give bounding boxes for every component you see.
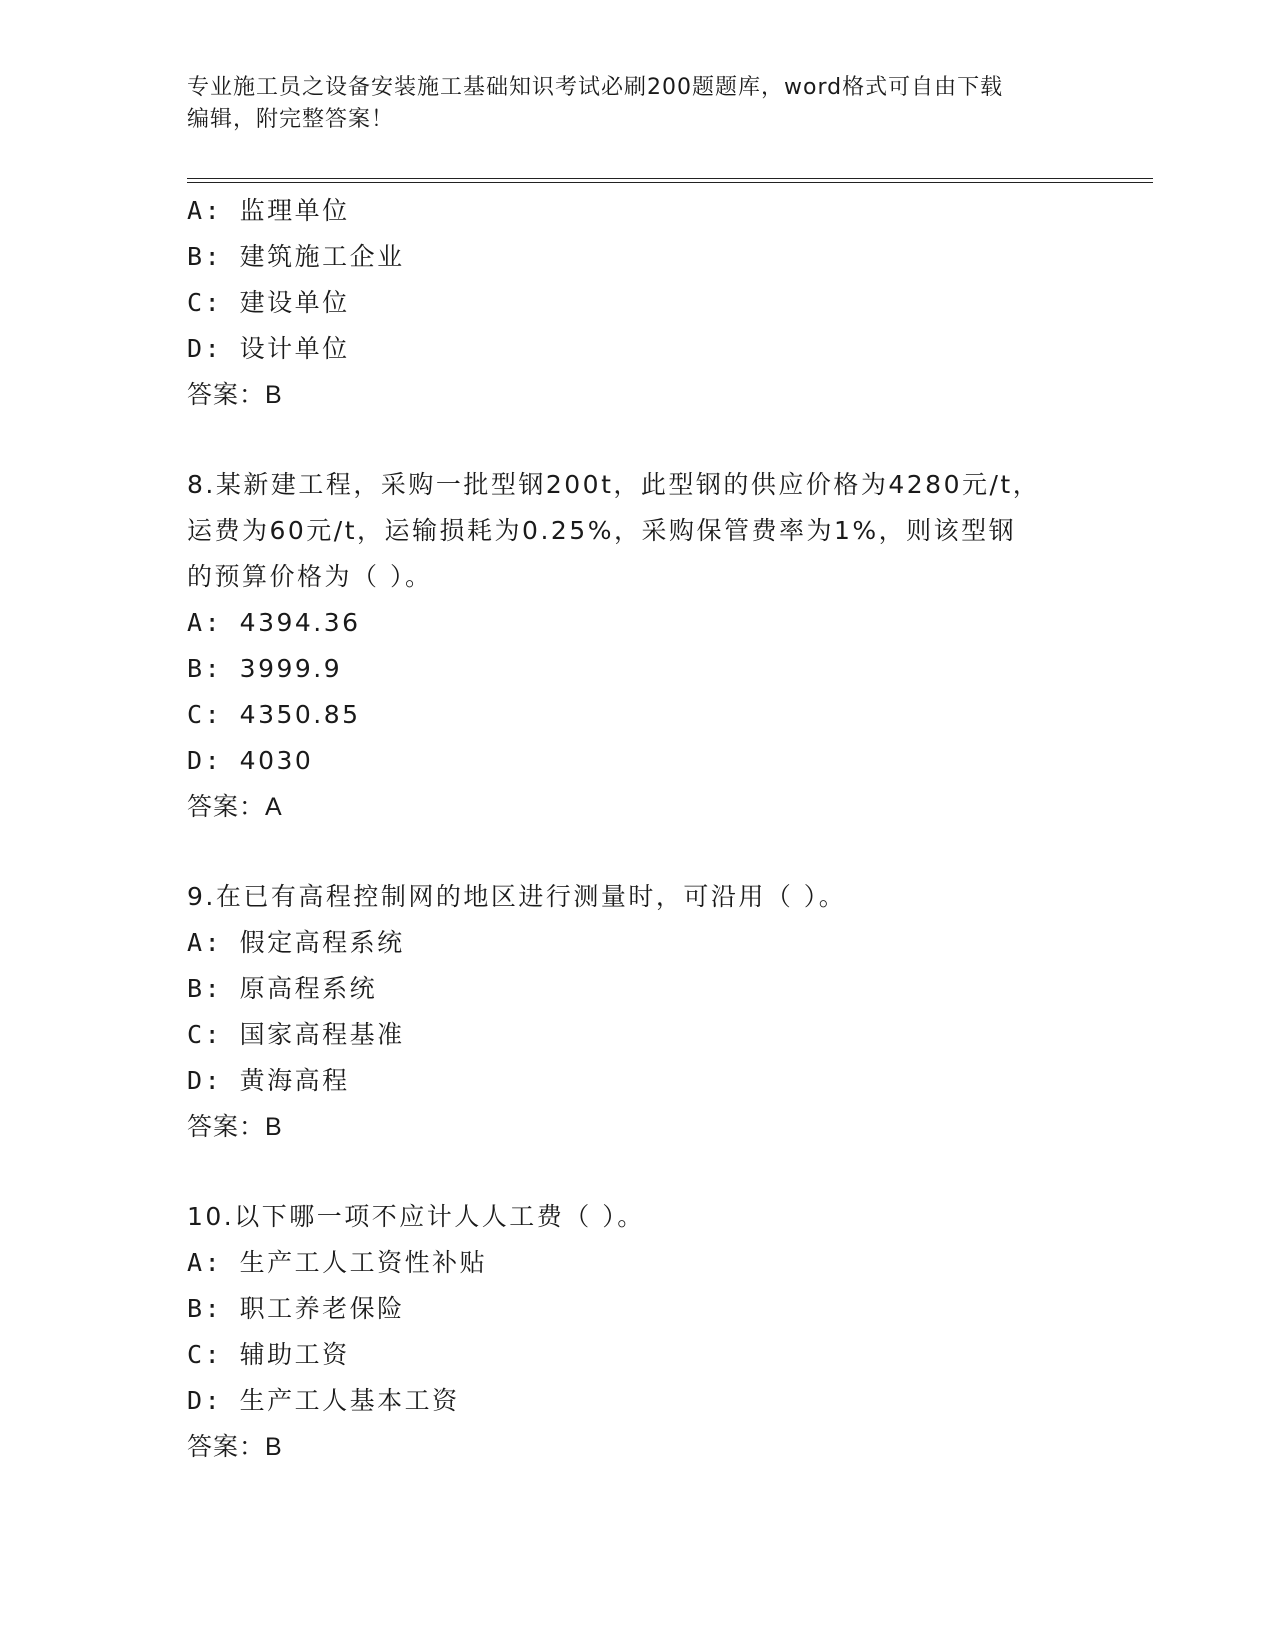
option-text: 建设单位 <box>239 288 350 317</box>
option-letter: C <box>187 288 205 317</box>
option-a: A: 生产工人工资性补贴 <box>187 1248 488 1277</box>
question-stem-line: 运费为60元/t，运输损耗为0.25%，采购保管费率为1%，则该型钢 <box>187 516 1017 545</box>
option-text: 4030 <box>239 746 314 775</box>
answer-value: A <box>265 793 283 821</box>
option-letter: B <box>187 974 205 1003</box>
option-c: C: 4350.85 <box>187 700 361 729</box>
option-text: 生产工人基本工资 <box>239 1386 460 1415</box>
option-letter: D <box>187 334 205 363</box>
option-text: 辅助工资 <box>239 1340 350 1369</box>
option-letter: C <box>187 1340 205 1369</box>
option-c: C: 建设单位 <box>187 288 350 317</box>
answer-line <box>187 784 1087 830</box>
option-letter: C <box>187 700 205 729</box>
option-b: B: 职工养老保险 <box>187 1294 405 1323</box>
option-b: B: 原高程系统 <box>187 974 378 1003</box>
option-letter: A <box>187 1248 205 1277</box>
option-text: 设计单位 <box>239 334 350 363</box>
answer-label: 答案： <box>187 793 266 821</box>
option-text: 3999.9 <box>239 654 343 683</box>
header-divider-bottom <box>187 182 1153 183</box>
option-d: D: 4030 <box>187 746 314 775</box>
option-d: D: 生产工人基本工资 <box>187 1386 460 1415</box>
question-8 <box>187 462 1087 830</box>
option-text: 原高程系统 <box>239 974 378 1003</box>
option-d: D: 设计单位 <box>187 334 350 363</box>
option-text: 建筑施工企业 <box>239 242 405 271</box>
option-letter: D <box>187 746 205 775</box>
option-letter: B <box>187 1294 205 1323</box>
question-stem-line: 9.在已有高程控制网的地区进行测量时，可沿用（ ）。 <box>187 882 847 911</box>
header-divider-top <box>187 178 1153 179</box>
question-7 <box>187 188 1087 418</box>
header-title-line-1: 专业施工员之设备安装施工基础知识考试必刷200题题库，word格式可自由下载 <box>187 75 1004 100</box>
option-text: 4394.36 <box>239 608 361 637</box>
option-text: 4350.85 <box>239 700 361 729</box>
answer-label: 答案： <box>187 1433 266 1461</box>
question-10 <box>187 1194 1087 1470</box>
answer-value: B <box>265 1433 283 1461</box>
option-letter: A <box>187 196 205 225</box>
option-letter: D <box>187 1066 205 1095</box>
option-text: 黄海高程 <box>239 1066 350 1095</box>
option-text: 假定高程系统 <box>239 928 405 957</box>
option-b: B: 3999.9 <box>187 654 343 683</box>
header-title-line-2: 编辑，附完整答案！ <box>187 107 395 132</box>
document-header <box>187 72 1067 136</box>
answer-label: 答案： <box>187 1113 266 1141</box>
answer-line <box>187 372 1087 418</box>
question-list <box>187 188 1087 1470</box>
option-c: C: 国家高程基准 <box>187 1020 405 1049</box>
option-letter: D <box>187 1386 205 1415</box>
option-letter: A <box>187 608 205 637</box>
option-letter: B <box>187 654 205 683</box>
answer-label: 答案： <box>187 381 266 409</box>
answer-value: B <box>265 1113 283 1141</box>
option-text: 国家高程基准 <box>239 1020 405 1049</box>
option-d: D: 黄海高程 <box>187 1066 350 1095</box>
option-a: A: 4394.36 <box>187 608 361 637</box>
option-text: 生产工人工资性补贴 <box>239 1248 488 1277</box>
question-stem-line: 8.某新建工程，采购一批型钢200t，此型钢的供应价格为4280元/t， <box>187 470 1041 499</box>
question-9 <box>187 874 1087 1150</box>
answer-value: B <box>265 381 283 409</box>
answer-line <box>187 1104 1087 1150</box>
option-b: B: 建筑施工企业 <box>187 242 405 271</box>
option-a: A: 假定高程系统 <box>187 928 405 957</box>
option-text: 职工养老保险 <box>239 1294 405 1323</box>
option-letter: A <box>187 928 205 957</box>
question-stem-line: 的预算价格为（ ）。 <box>187 562 433 591</box>
option-a: A: 监理单位 <box>187 196 350 225</box>
option-letter: C <box>187 1020 205 1049</box>
question-stem-line: 10.以下哪一项不应计人人工费（ ）。 <box>187 1202 645 1231</box>
option-letter: B <box>187 242 205 271</box>
option-c: C: 辅助工资 <box>187 1340 350 1369</box>
answer-line <box>187 1424 1087 1470</box>
option-text: 监理单位 <box>239 196 350 225</box>
